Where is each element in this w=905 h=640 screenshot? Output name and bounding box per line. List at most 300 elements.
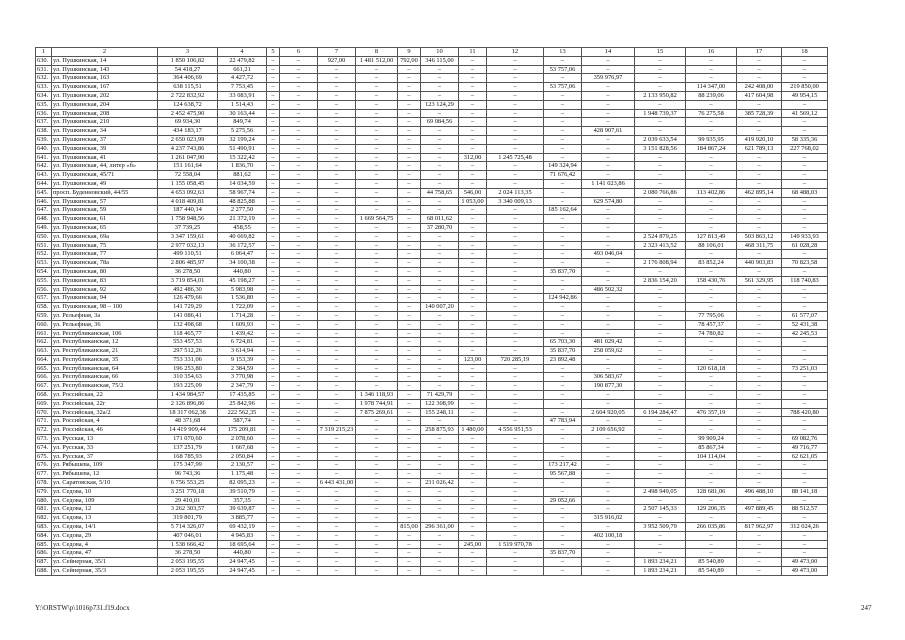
- table-row: [36, 127, 828, 136]
- value-cell: –: [459, 408, 487, 417]
- value-cell: –: [318, 294, 356, 303]
- value-cell: –: [267, 320, 280, 329]
- value-cell: 720 285,19: [487, 355, 544, 364]
- table-row: [36, 303, 828, 312]
- value-cell: 1 439,42: [218, 329, 267, 338]
- value-cell: –: [782, 461, 828, 470]
- value-cell: –: [459, 100, 487, 109]
- value-cell: 621 789,13: [737, 144, 782, 153]
- value-cell: –: [280, 531, 318, 540]
- table-row: [36, 91, 828, 100]
- value-cell: 4 945,83: [218, 531, 267, 540]
- value-cell: –: [582, 303, 635, 312]
- value-cell: –: [459, 487, 487, 496]
- value-cell: –: [487, 567, 544, 576]
- row-number-cell: 680.: [36, 496, 52, 505]
- value-cell: –: [686, 267, 737, 276]
- value-cell: 2 126 896,86: [158, 399, 218, 408]
- value-cell: –: [421, 285, 459, 294]
- value-cell: –: [398, 162, 421, 171]
- value-cell: –: [318, 135, 356, 144]
- row-number-cell: 630.: [36, 56, 52, 65]
- value-cell: –: [544, 320, 582, 329]
- value-cell: 1 346 118,93: [356, 391, 398, 400]
- value-cell: –: [280, 479, 318, 488]
- value-cell: –: [782, 417, 828, 426]
- value-cell: 849,74: [218, 118, 267, 127]
- value-cell: –: [686, 127, 737, 136]
- row-number-cell: 667.: [36, 382, 52, 391]
- row-number-cell: 686.: [36, 549, 52, 558]
- value-cell: –: [318, 531, 356, 540]
- value-cell: –: [280, 514, 318, 523]
- value-cell: 96 743,36: [158, 470, 218, 479]
- value-cell: –: [398, 549, 421, 558]
- value-cell: –: [267, 241, 280, 250]
- value-cell: –: [737, 408, 782, 417]
- value-cell: –: [635, 531, 686, 540]
- value-cell: –: [267, 487, 280, 496]
- value-cell: –: [782, 373, 828, 382]
- value-cell: –: [318, 382, 356, 391]
- value-cell: 175 347,99: [158, 461, 218, 470]
- value-cell: 32 199,24: [218, 135, 267, 144]
- row-number-cell: 672.: [36, 426, 52, 435]
- value-cell: –: [686, 355, 737, 364]
- value-cell: 458,55: [218, 223, 267, 232]
- value-cell: 37 739,25: [158, 223, 218, 232]
- address-cell: ул. Пушкинская, 49: [52, 179, 158, 188]
- value-cell: –: [459, 567, 487, 576]
- table-row: [36, 347, 828, 356]
- value-cell: –: [280, 505, 318, 514]
- address-cell: ул. Седова, 47: [52, 549, 158, 558]
- row-number-cell: 641.: [36, 153, 52, 162]
- value-cell: –: [782, 355, 828, 364]
- address-cell: ул. Пушкинская, 167: [52, 83, 158, 92]
- value-cell: –: [421, 232, 459, 241]
- value-cell: –: [487, 329, 544, 338]
- value-cell: –: [421, 179, 459, 188]
- value-cell: –: [782, 540, 828, 549]
- value-cell: 6 064,47: [218, 250, 267, 259]
- value-cell: –: [459, 179, 487, 188]
- row-number-cell: 639.: [36, 135, 52, 144]
- value-cell: –: [421, 347, 459, 356]
- value-cell: 7 753,45: [218, 83, 267, 92]
- table-row: [36, 320, 828, 329]
- value-cell: 36 278,50: [158, 267, 218, 276]
- value-cell: –: [421, 487, 459, 496]
- value-cell: –: [686, 373, 737, 382]
- address-cell: ул. Пушкинская, 204: [52, 100, 158, 109]
- value-cell: 42 245,53: [782, 329, 828, 338]
- value-cell: –: [356, 558, 398, 567]
- address-cell: ул. Пушкинская, 77: [52, 250, 158, 259]
- value-cell: 2 277,50: [218, 206, 267, 215]
- value-cell: 35 837,70: [544, 347, 582, 356]
- row-number-cell: 677.: [36, 470, 52, 479]
- table-row: [36, 294, 828, 303]
- value-cell: –: [782, 153, 828, 162]
- value-cell: –: [280, 329, 318, 338]
- value-cell: –: [487, 320, 544, 329]
- value-cell: –: [421, 435, 459, 444]
- value-cell: –: [267, 74, 280, 83]
- column-number-header: 8: [356, 48, 398, 57]
- row-number-cell: 652.: [36, 250, 52, 259]
- value-cell: –: [582, 135, 635, 144]
- address-cell: ул. Русская, 37: [52, 452, 158, 461]
- table-row: [36, 100, 828, 109]
- value-cell: 47 783,94: [544, 417, 582, 426]
- value-cell: –: [635, 496, 686, 505]
- value-cell: 227 768,02: [782, 144, 828, 153]
- address-cell: ул. Республиканская, 75/2: [52, 382, 158, 391]
- table-row: [36, 382, 828, 391]
- value-cell: –: [544, 215, 582, 224]
- value-cell: –: [318, 206, 356, 215]
- value-cell: 175 209,81: [218, 426, 267, 435]
- column-number-header: 1: [36, 48, 52, 57]
- value-cell: 187 440,14: [158, 206, 218, 215]
- row-number-cell: 640.: [36, 144, 52, 153]
- value-cell: –: [737, 426, 782, 435]
- value-cell: –: [686, 391, 737, 400]
- value-cell: –: [582, 56, 635, 65]
- value-cell: –: [356, 320, 398, 329]
- value-cell: 104 114,04: [686, 452, 737, 461]
- address-cell: ул. Рельефная, 3а: [52, 311, 158, 320]
- value-cell: –: [582, 479, 635, 488]
- value-cell: –: [459, 294, 487, 303]
- table-row: [36, 144, 828, 153]
- value-cell: –: [356, 83, 398, 92]
- value-cell: 113 402,86: [686, 188, 737, 197]
- value-cell: –: [582, 320, 635, 329]
- row-number-cell: 682.: [36, 514, 52, 523]
- address-cell: просп. Буденновский, 44/55: [52, 188, 158, 197]
- value-cell: –: [356, 171, 398, 180]
- value-cell: –: [356, 382, 398, 391]
- value-cell: –: [267, 391, 280, 400]
- value-cell: 1 053,00: [459, 197, 487, 206]
- value-cell: –: [582, 452, 635, 461]
- value-cell: –: [398, 303, 421, 312]
- value-cell: –: [280, 127, 318, 136]
- value-cell: 476 357,19: [686, 408, 737, 417]
- value-cell: –: [280, 100, 318, 109]
- value-cell: –: [737, 338, 782, 347]
- value-cell: –: [544, 452, 582, 461]
- value-cell: –: [737, 496, 782, 505]
- column-number-header: 3: [158, 48, 218, 57]
- value-cell: 36 278,50: [158, 549, 218, 558]
- value-cell: –: [280, 558, 318, 567]
- value-cell: 127 813,49: [686, 232, 737, 241]
- value-cell: –: [459, 399, 487, 408]
- value-cell: –: [459, 452, 487, 461]
- value-cell: –: [582, 505, 635, 514]
- value-cell: –: [267, 417, 280, 426]
- value-cell: 171 070,60: [158, 435, 218, 444]
- value-cell: –: [582, 311, 635, 320]
- value-cell: –: [267, 215, 280, 224]
- table-row: [36, 479, 828, 488]
- value-cell: –: [421, 373, 459, 382]
- value-cell: –: [782, 303, 828, 312]
- row-number-cell: 633.: [36, 83, 52, 92]
- value-cell: 258 875,93: [421, 426, 459, 435]
- value-cell: –: [421, 153, 459, 162]
- value-cell: 788 420,80: [782, 408, 828, 417]
- address-cell: ул. Пушкинская, 65: [52, 223, 158, 232]
- value-cell: 2 806 485,97: [158, 259, 218, 268]
- value-cell: –: [267, 171, 280, 180]
- value-cell: –: [318, 549, 356, 558]
- value-cell: –: [487, 373, 544, 382]
- value-cell: –: [582, 399, 635, 408]
- value-cell: –: [737, 347, 782, 356]
- value-cell: –: [782, 479, 828, 488]
- value-cell: –: [318, 329, 356, 338]
- value-cell: –: [544, 118, 582, 127]
- value-cell: –: [421, 206, 459, 215]
- value-cell: 419 920,10: [737, 135, 782, 144]
- address-cell: ул. Пушкинская, 69а: [52, 232, 158, 241]
- value-cell: 33 083,91: [218, 91, 267, 100]
- value-cell: 53 757,06: [544, 83, 582, 92]
- value-cell: –: [280, 83, 318, 92]
- value-cell: –: [280, 56, 318, 65]
- value-cell: –: [686, 294, 737, 303]
- value-cell: –: [459, 127, 487, 136]
- table-row: [36, 311, 828, 320]
- value-cell: –: [782, 285, 828, 294]
- value-cell: –: [267, 470, 280, 479]
- value-cell: 126 479,66: [158, 294, 218, 303]
- value-cell: 85 540,89: [686, 567, 737, 576]
- row-number-cell: 679.: [36, 487, 52, 496]
- value-cell: –: [421, 197, 459, 206]
- value-cell: –: [356, 127, 398, 136]
- value-cell: 312,00: [459, 153, 487, 162]
- value-cell: –: [582, 83, 635, 92]
- value-cell: –: [737, 320, 782, 329]
- value-cell: –: [582, 540, 635, 549]
- row-number-cell: 661.: [36, 329, 52, 338]
- value-cell: –: [635, 347, 686, 356]
- value-cell: –: [318, 355, 356, 364]
- value-cell: –: [487, 399, 544, 408]
- value-cell: –: [398, 259, 421, 268]
- value-cell: –: [737, 364, 782, 373]
- value-cell: –: [398, 364, 421, 373]
- value-cell: –: [356, 496, 398, 505]
- value-cell: –: [280, 109, 318, 118]
- value-cell: 2 347,79: [218, 382, 267, 391]
- address-cell: ул. Русская, 33: [52, 443, 158, 452]
- value-cell: 486 502,32: [582, 285, 635, 294]
- value-cell: –: [487, 267, 544, 276]
- value-cell: –: [737, 65, 782, 74]
- value-cell: –: [686, 179, 737, 188]
- value-cell: –: [635, 452, 686, 461]
- value-cell: –: [635, 540, 686, 549]
- table-row: [36, 399, 828, 408]
- value-cell: –: [318, 320, 356, 329]
- value-cell: –: [398, 206, 421, 215]
- value-cell: –: [459, 232, 487, 241]
- value-cell: 1 519 970,78: [487, 540, 544, 549]
- value-cell: –: [635, 250, 686, 259]
- value-cell: 118 465,77: [158, 329, 218, 338]
- value-cell: –: [421, 338, 459, 347]
- value-cell: –: [782, 426, 828, 435]
- value-cell: 499 110,51: [158, 250, 218, 259]
- value-cell: –: [280, 567, 318, 576]
- value-cell: 168 785,93: [158, 452, 218, 461]
- value-cell: 402 100,18: [582, 531, 635, 540]
- value-cell: –: [737, 294, 782, 303]
- value-cell: –: [582, 391, 635, 400]
- value-cell: –: [421, 417, 459, 426]
- address-cell: ул. Российская, 22: [52, 391, 158, 400]
- value-cell: –: [544, 373, 582, 382]
- value-cell: –: [318, 567, 356, 576]
- value-cell: 1 141 023,86: [582, 179, 635, 188]
- value-cell: –: [737, 479, 782, 488]
- value-cell: 62 621,05: [782, 452, 828, 461]
- value-cell: 88 512,57: [782, 505, 828, 514]
- column-number-header: 6: [280, 48, 318, 57]
- table-row: [36, 179, 828, 188]
- table-row: [36, 435, 828, 444]
- value-cell: 151 161,64: [158, 162, 218, 171]
- value-cell: –: [782, 250, 828, 259]
- value-cell: –: [737, 303, 782, 312]
- value-cell: –: [635, 311, 686, 320]
- value-cell: 48 825,88: [218, 197, 267, 206]
- value-cell: 440,80: [218, 549, 267, 558]
- value-cell: 6 443 431,00: [318, 479, 356, 488]
- value-cell: –: [267, 303, 280, 312]
- value-cell: –: [318, 223, 356, 232]
- value-cell: 242 408,00: [737, 83, 782, 92]
- value-cell: –: [487, 417, 544, 426]
- value-cell: –: [782, 65, 828, 74]
- value-cell: –: [267, 514, 280, 523]
- value-cell: –: [582, 171, 635, 180]
- value-cell: 1 175,48: [218, 470, 267, 479]
- value-cell: 561 329,95: [737, 276, 782, 285]
- value-cell: –: [686, 74, 737, 83]
- value-cell: –: [356, 329, 398, 338]
- value-cell: –: [635, 179, 686, 188]
- value-cell: 2 039 633,54: [635, 135, 686, 144]
- value-cell: –: [398, 470, 421, 479]
- value-cell: 124 638,72: [158, 100, 218, 109]
- value-cell: –: [635, 391, 686, 400]
- value-cell: –: [782, 470, 828, 479]
- value-cell: –: [318, 461, 356, 470]
- value-cell: –: [487, 391, 544, 400]
- value-cell: 6 724,81: [218, 338, 267, 347]
- value-cell: –: [487, 531, 544, 540]
- value-cell: –: [487, 223, 544, 232]
- value-cell: –: [356, 153, 398, 162]
- value-cell: –: [280, 215, 318, 224]
- value-cell: –: [635, 294, 686, 303]
- value-cell: –: [318, 127, 356, 136]
- value-cell: –: [356, 250, 398, 259]
- value-cell: –: [635, 320, 686, 329]
- value-cell: –: [267, 250, 280, 259]
- value-cell: –: [686, 382, 737, 391]
- value-cell: –: [544, 179, 582, 188]
- row-number-cell: 670.: [36, 408, 52, 417]
- column-number-header: 2: [52, 48, 158, 57]
- value-cell: –: [421, 496, 459, 505]
- value-cell: –: [318, 523, 356, 532]
- value-cell: –: [782, 179, 828, 188]
- value-cell: –: [356, 294, 398, 303]
- value-cell: –: [582, 215, 635, 224]
- value-cell: 99 935,95: [686, 135, 737, 144]
- value-cell: –: [635, 417, 686, 426]
- value-cell: –: [782, 347, 828, 356]
- value-cell: –: [582, 267, 635, 276]
- value-cell: –: [635, 514, 686, 523]
- value-cell: –: [737, 373, 782, 382]
- value-cell: –: [280, 540, 318, 549]
- value-cell: –: [421, 364, 459, 373]
- row-number-cell: 644.: [36, 179, 52, 188]
- column-number-header: 18: [782, 48, 828, 57]
- value-cell: 68 011,62: [421, 215, 459, 224]
- value-cell: –: [686, 171, 737, 180]
- value-cell: –: [267, 540, 280, 549]
- value-cell: –: [398, 479, 421, 488]
- value-cell: –: [487, 215, 544, 224]
- value-cell: –: [487, 206, 544, 215]
- value-cell: –: [782, 74, 828, 83]
- value-cell: –: [398, 567, 421, 576]
- value-cell: –: [267, 206, 280, 215]
- value-cell: –: [421, 276, 459, 285]
- value-cell: –: [544, 329, 582, 338]
- table-row: [36, 56, 828, 65]
- value-cell: –: [635, 443, 686, 452]
- value-cell: –: [280, 347, 318, 356]
- value-cell: 493 046,04: [582, 250, 635, 259]
- value-cell: –: [398, 215, 421, 224]
- row-number-cell: 634.: [36, 91, 52, 100]
- value-cell: 296 361,00: [421, 523, 459, 532]
- value-cell: –: [487, 479, 544, 488]
- value-cell: 753 331,06: [158, 355, 218, 364]
- value-cell: –: [459, 65, 487, 74]
- value-cell: –: [487, 285, 544, 294]
- value-cell: –: [421, 531, 459, 540]
- value-cell: –: [398, 179, 421, 188]
- value-cell: –: [459, 118, 487, 127]
- row-number-cell: 676.: [36, 461, 52, 470]
- value-cell: –: [280, 259, 318, 268]
- value-cell: –: [356, 452, 398, 461]
- value-cell: –: [459, 223, 487, 232]
- value-cell: –: [267, 496, 280, 505]
